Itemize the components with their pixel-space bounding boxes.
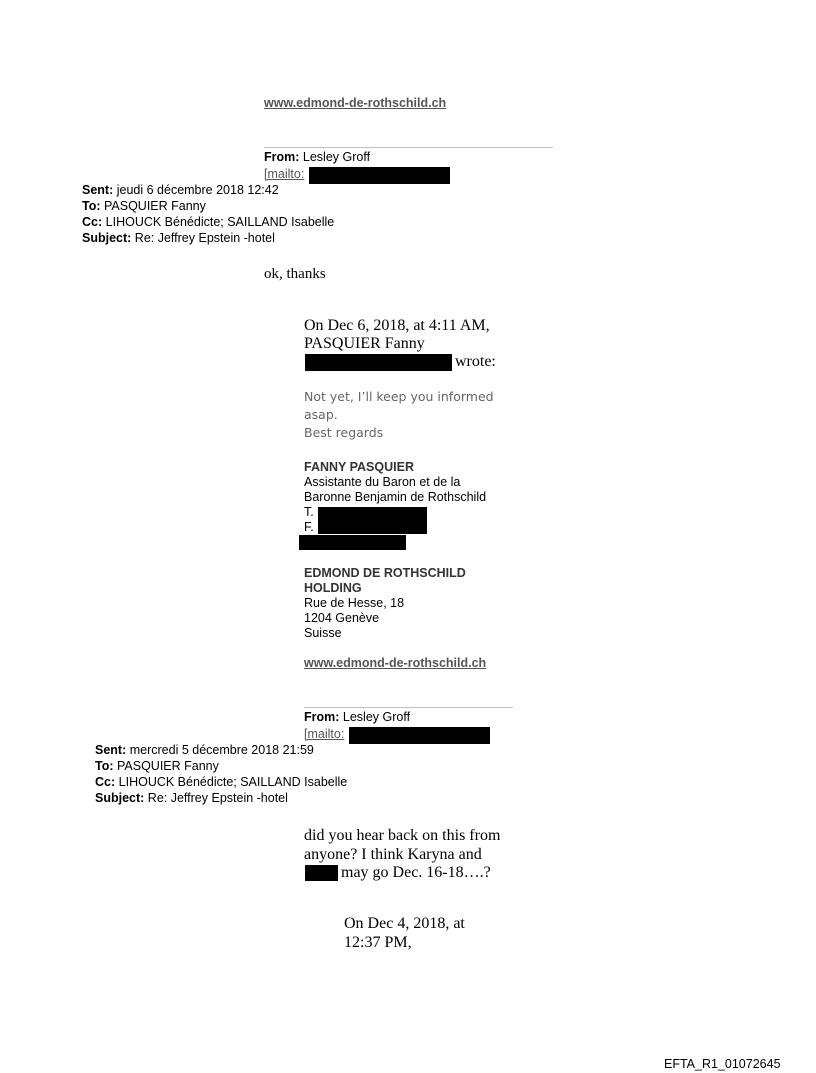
to-line [95, 758, 219, 775]
cc-value: LIHOUCK Bénédicte; SAILLAND Isabelle [105, 215, 335, 229]
cc-label: Cc: [95, 775, 116, 789]
to-line [82, 198, 206, 215]
redaction-box [349, 727, 490, 744]
email-body-line2: anyone? I think Karyna and [304, 846, 482, 863]
signature-website-link[interactable]: www.edmond-de-rothschild.ch [304, 656, 487, 670]
mailto-line [264, 166, 304, 183]
document-id: EFTA_R1_01072645 [664, 1057, 781, 1071]
signature-fax-label: F. [304, 520, 314, 534]
from-line [264, 149, 370, 166]
to-label: To: [95, 759, 114, 773]
header-divider [264, 147, 553, 148]
from-label: From: [264, 150, 300, 164]
from-line [304, 709, 410, 726]
signature-title-line1: Assistante du Baron et de la [304, 475, 461, 489]
redaction-box [318, 507, 427, 534]
cc-label: Cc: [82, 215, 103, 229]
quote-attribution-line2: 12:37 PM, [344, 934, 412, 951]
quote-attribution-line1: On Dec 6, 2018, at 4:11 AM, [304, 317, 490, 334]
address-line2: 1204 Genève [304, 611, 380, 625]
from-value: Lesley Groff [342, 710, 411, 724]
sent-label: Sent: [95, 743, 127, 757]
mailto-link[interactable]: [mailto: [304, 727, 345, 741]
mailto-link[interactable]: [mailto: [264, 167, 305, 181]
sent-line [95, 742, 314, 759]
email-body: ok, thanks [264, 266, 326, 282]
redaction-box [305, 865, 338, 881]
sent-label: Sent: [82, 183, 114, 197]
website-link[interactable]: www.edmond-de-rothschild.ch [264, 96, 447, 110]
cc-line [82, 214, 334, 231]
quote-attribution-line2: PASQUIER Fanny [304, 335, 425, 352]
company-name-line2: HOLDING [304, 581, 362, 595]
company-name-line1: EDMOND DE ROTHSCHILD [304, 566, 466, 580]
sent-value: jeudi 6 décembre 2018 12:42 [116, 183, 279, 197]
redaction-box [309, 167, 450, 184]
to-value: PASQUIER Fanny [117, 759, 219, 773]
header-divider [304, 707, 513, 708]
to-label: To: [82, 199, 101, 213]
email-body-line1: did you hear back on this from [304, 827, 501, 844]
address-line1: Rue de Hesse, 18 [304, 596, 405, 610]
from-label: From: [304, 710, 340, 724]
quoted-message-line2: asap. [304, 407, 338, 422]
subject-label: Subject: [82, 231, 132, 245]
redaction-box [299, 535, 406, 550]
from-value: Lesley Groff [302, 150, 371, 164]
sent-value: mercredi 5 décembre 2018 21:59 [129, 743, 314, 757]
signature-phone-label: T. [304, 505, 314, 519]
subject-line [95, 790, 288, 807]
signature-title-line2: Baronne Benjamin de Rothschild [304, 490, 487, 504]
mailto-line [304, 726, 344, 743]
quoted-message-line1: Not yet, I’ll keep you informed [304, 389, 494, 404]
quoted-message-line3: Best regards [304, 425, 384, 440]
sent-line [82, 182, 279, 199]
cc-line [95, 774, 347, 791]
redaction-box [305, 354, 452, 371]
address-line3: Suisse [304, 626, 342, 640]
quote-wrote: wrote: [455, 353, 496, 370]
subject-line [82, 230, 275, 247]
subject-label: Subject: [95, 791, 145, 805]
cc-value: LIHOUCK Bénédicte; SAILLAND Isabelle [118, 775, 348, 789]
quote-attribution-line1: On Dec 4, 2018, at [344, 915, 465, 932]
signature-name: FANNY PASQUIER [304, 460, 414, 474]
email-body-line3: may go Dec. 16-18….? [341, 864, 491, 881]
subject-value: Re: Jeffrey Epstein -hotel [147, 791, 288, 805]
to-value: PASQUIER Fanny [104, 199, 206, 213]
subject-value: Re: Jeffrey Epstein -hotel [134, 231, 275, 245]
